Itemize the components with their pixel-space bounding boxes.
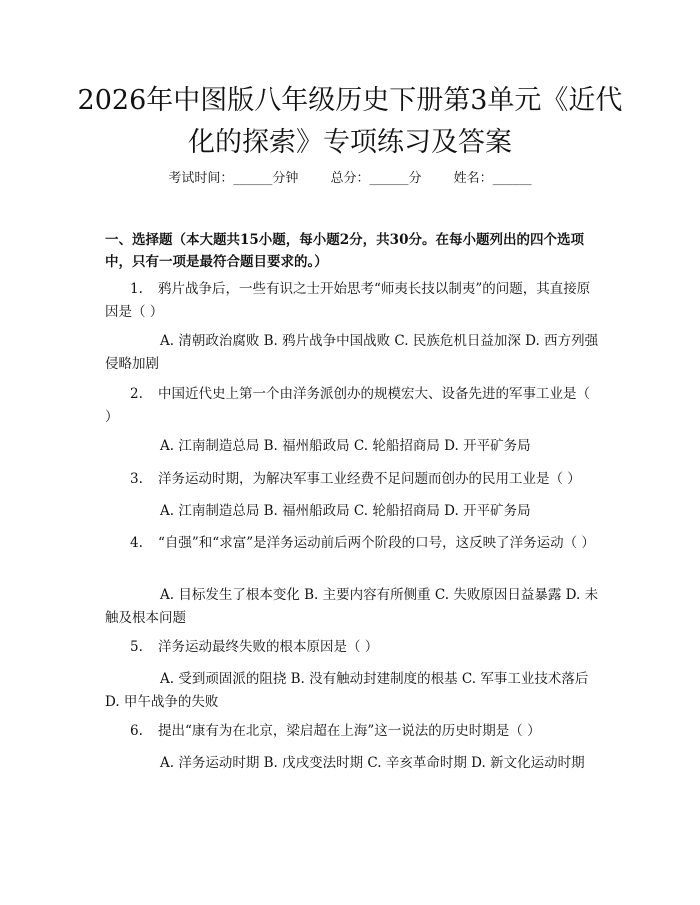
question-text: 鸦片战争后，一些有识之士开始思考“师夷长技以制夷”的问题，其直接原因是（ ）: [105, 281, 591, 320]
question-3: [105, 468, 600, 491]
question-text: 提出“康有为在北京，梁启超在上海”这一说法的历史时期是（ ）: [158, 723, 541, 739]
question-6-options: A. 洋务运动时期 B. 戊戌变法时期 C. 辛亥革命时期 D. 新文化运动时期: [160, 755, 585, 771]
question-3-options: A. 江南制造总局 B. 福州船政局 C. 轮船招商局 D. 开平矿务局: [160, 503, 531, 519]
question-1: [105, 278, 600, 324]
question-number: 4.: [130, 535, 143, 551]
question-6: [105, 720, 600, 743]
question-5-options: A. 受到顽固派的阻挠 B. 没有触动封建制度的根基 C. 军事工业技术落后 D. 甲午战争的失败: [105, 671, 589, 710]
question-text: 洋务运动最终失败的根本原因是（ ）: [158, 639, 379, 655]
question-4-options: A. 目标发生了根本变化 B. 主要内容有所侧重 C. 失败原因日益暴露 D. 未触及根本问题: [105, 587, 599, 626]
question-number: 6.: [130, 723, 143, 739]
page-title: 2026年中图版八年级历史下册第3单元《近代化的探索》专项练习及答案: [77, 85, 623, 158]
question-number: 1.: [130, 281, 143, 297]
exam-info-line: [0, 170, 700, 188]
section-heading: 一、选择题（本大题共15小题，每小题2分，共30分。在每小题列出的四个选项中，只有一项是最符合题目要求的。）: [105, 232, 584, 270]
question-number: 2.: [130, 386, 143, 402]
question-2: [105, 383, 600, 429]
question-text: 洋务运动时期，为解决军事工业经费不足问题而创办的民用工业是（ ）: [158, 471, 581, 487]
exam-time-field: 考试时间：______分钟: [168, 171, 299, 186]
question-text: “自强”和“求富”是洋务运动前后两个阶段的口号，这反映了洋务运动（ ）: [158, 535, 595, 551]
question-number: 5.: [130, 639, 143, 655]
student-name-field: 姓名：______: [453, 171, 532, 186]
question-5: [105, 636, 600, 659]
question-2-options: A. 江南制造总局 B. 福州船政局 C. 轮船招商局 D. 开平矿务局: [160, 438, 531, 454]
question-4: [105, 532, 600, 555]
total-score-field: 总分：______分: [330, 171, 422, 186]
question-number: 3.: [130, 471, 143, 487]
question-1-options: A. 清朝政治腐败 B. 鸦片战争中国战败 C. 民族危机日益加深 D. 西方列强侵略加剧: [105, 333, 599, 372]
question-text: 中国近代史上第一个由洋务派创办的规模宏大、设备先进的军事工业是（ ）: [105, 386, 590, 425]
